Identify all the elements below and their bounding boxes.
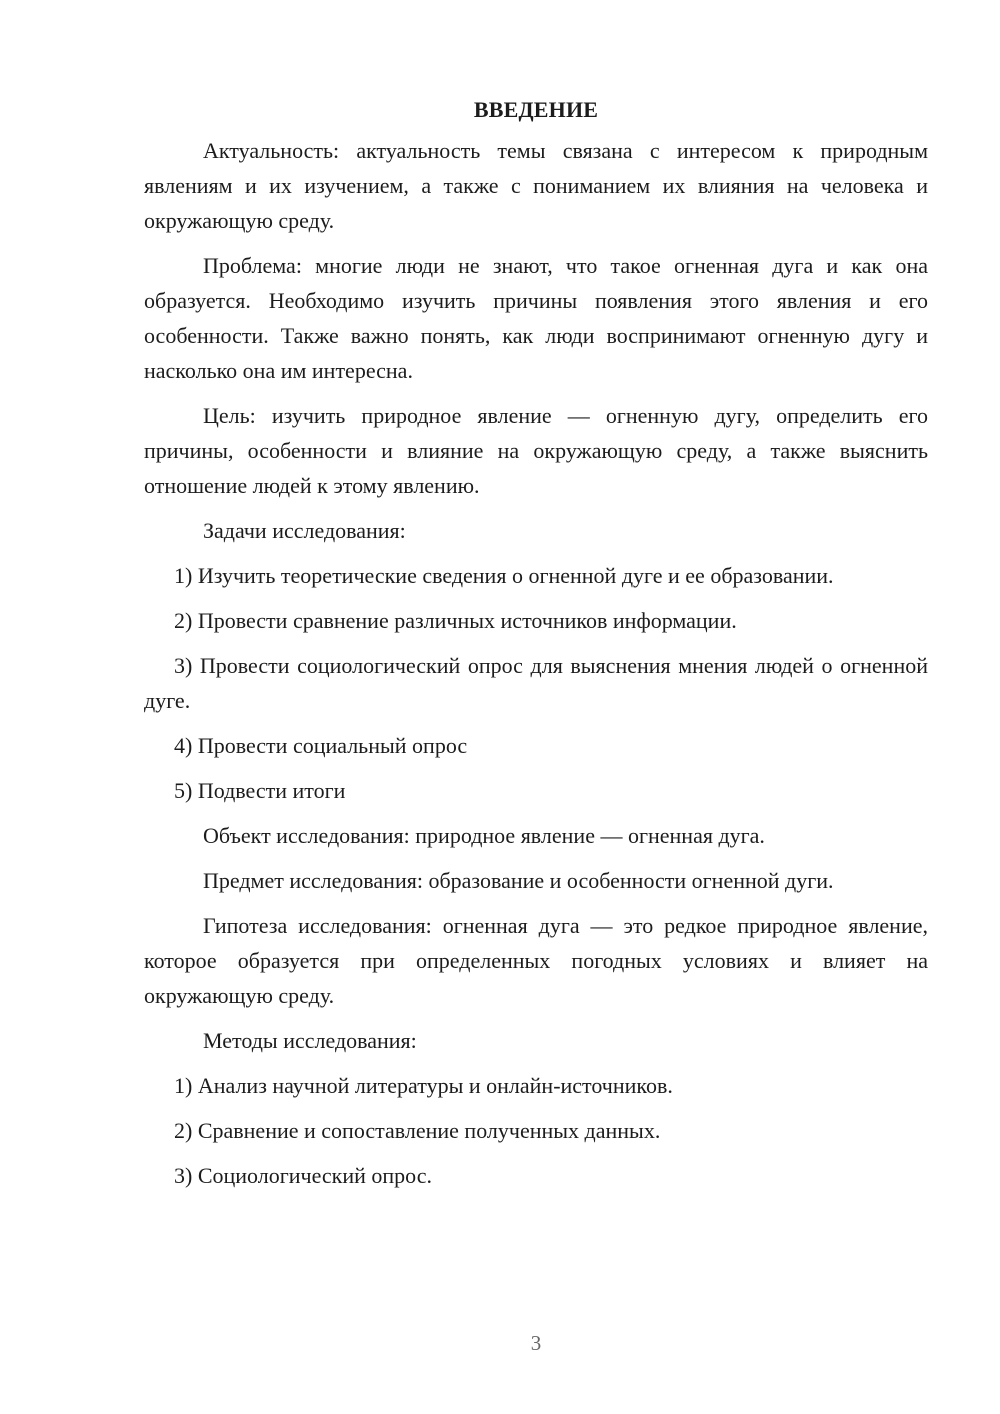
tasks-heading: Задачи исследования: [203, 518, 406, 543]
method-item: 2) Сравнение и сопоставление полученных данных. [174, 1118, 661, 1143]
problem-paragraph: Проблема: многие люди не знают, что такое огненная дуга и как она образуется. Необходимо изучить причины появления этого явления и его особенности. Также важно понять, как люди воспринимают огненную дугу и насколько она им интересна. [144, 253, 928, 383]
relevance-paragraph: Актуальность: актуальность темы связана с интересом к природным явлениям и их изучением, а также с пониманием их влияния на человека и окружающую среду. [144, 138, 928, 233]
goal-paragraph: Цель: изучить природное явление — огненную дугу, определить его причины, особенности и влияние на окружающую среду, а также выяснить отношение людей к этому явлению. [144, 403, 928, 498]
page-number: 3 [530, 1331, 542, 1355]
task-item: 2) Провести сравнение различных источников информации. [174, 608, 737, 633]
section-title: ВВЕДЕНИЕ [473, 97, 599, 122]
task-item: 1) Изучить теоретические сведения о огненной дуге и ее образовании. [174, 563, 834, 588]
task-item: 5) Подвести итоги [174, 778, 346, 803]
subject-paragraph: Предмет исследования: образование и особенности огненной дуги. [203, 868, 834, 893]
method-item: 1) Анализ научной литературы и онлайн-источников. [174, 1073, 673, 1098]
methods-heading: Методы исследования: [203, 1028, 417, 1053]
task-item: 3) Провести социологический опрос для выяснения мнения людей о огненной дуге. [144, 653, 928, 713]
task-item: 4) Провести социальный опрос [174, 733, 468, 758]
document-page [144, 92, 928, 1203]
hypothesis-paragraph: Гипотеза исследования: огненная дуга — это редкое природное явление, которое образуется при определенных погодных условиях и влияет на окружающую среду. [144, 913, 928, 1008]
object-paragraph: Объект исследования: природное явление — огненная дуга. [203, 823, 765, 848]
method-item: 3) Социологический опрос. [174, 1163, 432, 1188]
